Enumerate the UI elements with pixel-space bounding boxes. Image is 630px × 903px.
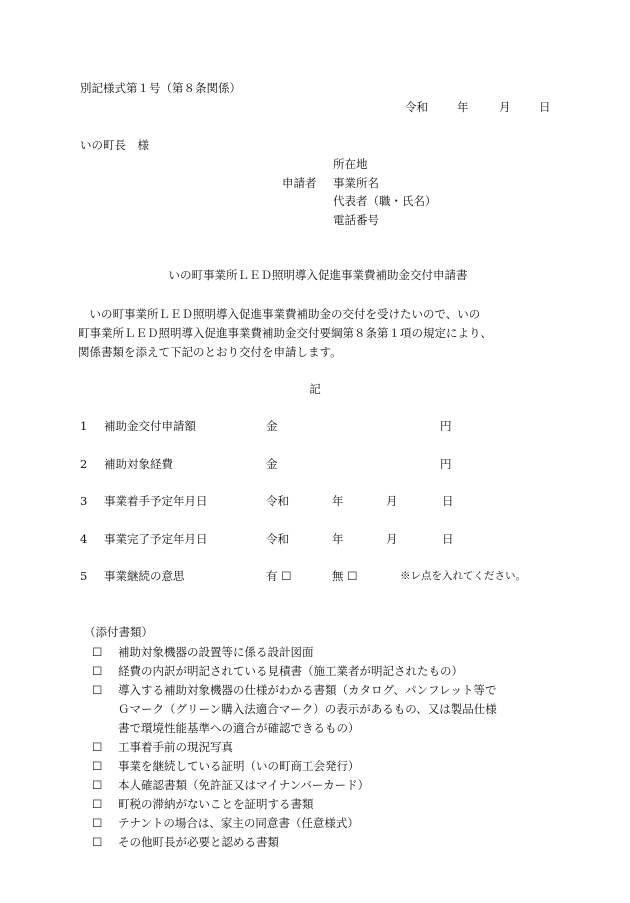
applicant-field-address: 所在地 [333,157,368,171]
item-prefix: 金 [266,457,278,471]
item-row [80,456,560,472]
item-era: 令和 [266,532,289,546]
ki-heading: 記 [309,382,321,396]
applicant-field-phone: 電話番号 [333,213,379,227]
form-number: 別記様式第１号（第８条関係） [80,81,241,95]
date-line [405,99,551,115]
attachment-label: 事業を継続している証明（いの町商工会発行） [118,759,360,773]
attachment-checkbox[interactable]: ☐ [92,835,103,849]
attachment-label: Ｇマーク（グリーン購入法適合マーク）の表示があるもの、又は製品仕様 [118,702,497,716]
item-year: 年 [332,494,344,508]
attachment-label: 書で環境性能基準への適合が確認できるもの） [118,721,360,735]
applicant-label: 申請者 [282,176,317,190]
attachments-header: （添付書類） [84,625,153,639]
item-label: 事業完了予定年月日 [104,532,208,546]
item-year: 年 [332,532,344,546]
item-day: 日 [442,494,454,508]
attachment-label: その他町長が必要と認める書類 [118,835,279,849]
item-unit: 円 [440,419,452,433]
item-number: 4 [80,532,88,546]
item-number: 1 [80,419,88,433]
applicant-field-representative: 代表者（職・氏名） [333,194,437,208]
item-row [80,568,560,584]
item-label: 補助対象経費 [104,457,173,471]
attachment-label: テナントの場合は、家主の同意書（任意様式） [118,816,359,830]
date-year: 年 [457,100,469,114]
item-label: 事業継続の意思 [104,569,185,583]
attachment-checkbox[interactable]: ☐ [92,664,103,678]
attachment-label: 導入する補助対象機器の仕様がわかる書類（カタログ、パンフレット等で [118,683,497,697]
document-title: いの町事業所ＬＥＤ照明導入促進事業費補助金交付申請書 [168,268,468,282]
applicant-field-business-name: 事業所名 [333,176,379,190]
attachment-checkbox[interactable]: ☐ [92,645,103,659]
date-day: 日 [539,100,551,114]
attachment-checkbox[interactable]: ☐ [92,740,103,754]
item-month: 月 [386,532,398,546]
item-row [80,418,560,434]
item-number: 5 [80,569,88,583]
item-prefix: 金 [266,419,278,433]
item-unit: 円 [440,457,452,471]
continuation-no-checkbox[interactable]: 無 ☐ [332,569,358,583]
attachment-label: 町税の滞納がないことを証明する書類 [118,797,314,811]
body-line-2: 町事業所ＬＥＤ照明導入促進事業費補助金交付要綱第８条第１項の規定により、 [78,326,492,340]
item-label: 事業着手予定年月日 [104,494,208,508]
addressee: いの町長 様 [80,138,149,152]
item-number: 3 [80,494,88,508]
attachment-label: 本人確認書類（免許証又はマイナンバーカード） [118,778,370,792]
item-row [80,531,560,547]
attachment-checkbox[interactable]: ☐ [92,759,103,773]
item-month: 月 [386,494,398,508]
attachment-label: 経費の内訳が明記されている見積書（施工業者が明記されたもの） [118,664,463,678]
item-day: 日 [442,532,454,546]
continuation-yes-checkbox[interactable]: 有 ☐ [266,569,292,583]
item-number: 2 [80,457,88,471]
date-era: 令和 [405,100,428,114]
attachment-checkbox[interactable]: ☐ [92,816,103,830]
attachment-label: 補助対象機器の設置等に係る設計図面 [118,645,314,659]
item-row [80,493,560,509]
date-month: 月 [499,100,511,114]
item-label: 補助金交付申請額 [104,419,196,433]
attachment-checkbox[interactable]: ☐ [92,778,103,792]
attachment-checkbox[interactable]: ☐ [92,683,103,697]
attachment-label: 工事着手前の現況写真 [118,740,233,754]
body-line-3: 関係書類を添えて下記のとおり交付を申請します。 [78,345,342,359]
checkbox-note: ※レ点を入れてください。 [400,570,526,582]
attachment-checkbox[interactable]: ☐ [92,797,103,811]
item-era: 令和 [266,494,289,508]
body-line-1: いの町事業所ＬＥＤ照明導入促進事業費補助金の交付を受けたいので、いの [78,307,481,321]
